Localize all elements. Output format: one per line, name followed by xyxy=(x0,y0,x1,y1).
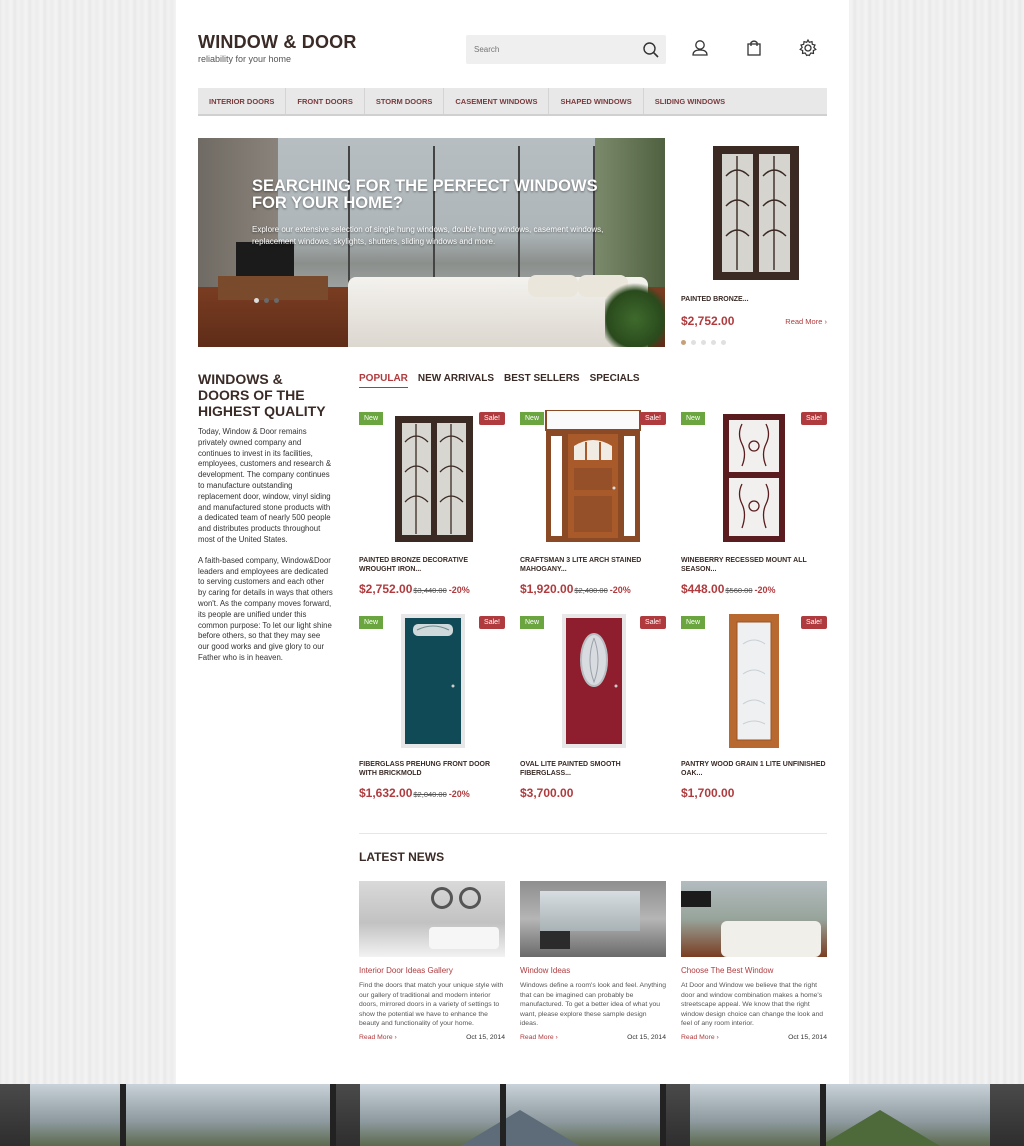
news-image-bed xyxy=(721,921,821,957)
logo-title: WINDOW & DOOR xyxy=(198,32,357,52)
new-badge: New xyxy=(520,412,544,425)
tab-best-sellers[interactable]: BEST SELLERS xyxy=(504,373,580,384)
news-date: Oct 15, 2014 xyxy=(466,1033,505,1041)
news-image[interactable] xyxy=(681,881,827,957)
product-price: $1,632.00 xyxy=(359,786,413,800)
about-paragraph: Today, Window & Door remains privately owned company and continues to invest in its facilities, employees, customers and research & development. The company continues to manufacture outstanding replacement door, window, vinyl siding and manufactured stone products with a dedicated team of nearly 500 people and distributes products throughout most of the United States. xyxy=(198,427,332,544)
logo[interactable] xyxy=(198,32,357,64)
news-image-decor xyxy=(459,887,481,909)
sale-badge: Sale! xyxy=(479,412,505,425)
nav-storm-doors[interactable]: STORM DOORS xyxy=(365,88,445,114)
news-footer xyxy=(359,1034,505,1041)
chevron-right-icon: › xyxy=(716,1033,719,1041)
product-price-row xyxy=(681,580,776,598)
product-price: $448.00 xyxy=(681,582,725,596)
footer-mountain xyxy=(460,1110,580,1146)
side-product-slider xyxy=(681,138,827,347)
hero-text: Explore our extensive selection of single hung windows, double hung windows, casement windows, replacement windows, skylights, shutters, sliding windows and more. xyxy=(252,225,604,246)
product-discount: -20% xyxy=(754,585,776,595)
product-price: $3,700.00 xyxy=(520,786,574,800)
side-read-more-label: Read More xyxy=(785,317,823,326)
about-section xyxy=(198,371,333,664)
product-discount: -20% xyxy=(609,585,631,595)
news-read-more-link[interactable] xyxy=(681,1034,719,1041)
product-price: $2,752.00 xyxy=(359,582,413,596)
footer-window-frame xyxy=(500,1084,506,1146)
product-old-price: $560.00 xyxy=(725,586,753,595)
product-card[interactable] xyxy=(359,614,505,810)
news-item xyxy=(681,881,827,1041)
sale-badge: Sale! xyxy=(640,412,666,425)
new-badge: New xyxy=(359,412,383,425)
tab-new-arrivals[interactable]: NEW ARRIVALS xyxy=(417,373,495,384)
product-image[interactable] xyxy=(520,410,666,550)
hero-image-plant xyxy=(605,277,665,347)
product-price-row xyxy=(359,580,470,598)
news-date: Oct 15, 2014 xyxy=(788,1033,827,1041)
cart-icon[interactable] xyxy=(744,38,764,58)
sale-badge: Sale! xyxy=(640,616,666,629)
tab-specials[interactable]: SPECIALS xyxy=(589,373,640,384)
hero-pagination xyxy=(254,298,279,303)
hero-image-stand xyxy=(218,276,328,300)
product-price-row xyxy=(520,580,631,598)
new-badge: New xyxy=(681,616,705,629)
product-old-price: $3,440.00 xyxy=(413,586,447,595)
footer-window-frame xyxy=(660,1084,666,1146)
hero-title: SEARCHING FOR THE PERFECT WINDOWS FOR YOUR HOME? xyxy=(252,177,598,212)
news-footer xyxy=(520,1034,666,1041)
product-name[interactable]: OVAL LITE PAINTED SMOOTH FIBERGLASS... xyxy=(520,761,621,777)
hero-window-frame xyxy=(348,146,350,286)
product-name[interactable]: WINEBERRY RECESSED MOUNT ALL SEASON... xyxy=(681,557,807,573)
nav-casement-windows[interactable]: CASEMENT WINDOWS xyxy=(444,88,549,114)
product-image[interactable] xyxy=(359,410,505,550)
footer-window xyxy=(30,1084,330,1146)
product-price-row xyxy=(520,784,573,802)
news-heading: LATEST NEWS xyxy=(359,850,445,864)
news-text: Find the doors that match your unique style with our gallery of traditional and modern interior doors, mirrored doors in a variety of settings to show the potential we have to enhance the beauty and functionality of your home. xyxy=(359,982,504,1028)
news-read-more-label: Read More xyxy=(681,1033,715,1041)
side-product-image[interactable] xyxy=(713,146,799,280)
nav-interior-doors[interactable]: INTERIOR DOORS xyxy=(198,88,286,114)
product-old-price: $2,040.00 xyxy=(413,790,447,799)
news-image-bed xyxy=(429,927,499,949)
product-card[interactable] xyxy=(359,410,505,606)
product-name[interactable]: PANTRY WOOD GRAIN 1 LITE UNFINISHED OAK... xyxy=(681,761,826,777)
product-name[interactable]: PAINTED BRONZE DECORATIVE WROUGHT IRON... xyxy=(359,557,469,573)
search-input[interactable] xyxy=(466,35,636,64)
news-date: Oct 15, 2014 xyxy=(627,1033,666,1041)
product-image[interactable] xyxy=(681,410,827,550)
settings-icon[interactable] xyxy=(798,38,818,58)
product-name[interactable]: FIBERGLASS PREHUNG FRONT DOOR WITH BRICKMOLD xyxy=(359,761,491,777)
new-badge: New xyxy=(681,412,705,425)
search-icon[interactable] xyxy=(642,41,660,59)
product-price: $1,920.00 xyxy=(520,582,574,596)
hero-window-frame xyxy=(518,146,520,286)
tab-popular[interactable]: POPULAR xyxy=(359,373,408,388)
product-card[interactable] xyxy=(520,614,666,810)
sale-badge: Sale! xyxy=(801,412,827,425)
news-item xyxy=(359,881,505,1041)
product-old-price: $2,400.00 xyxy=(574,586,608,595)
news-image-decor xyxy=(431,887,453,909)
side-read-more-link[interactable] xyxy=(785,317,827,326)
news-title[interactable]: Interior Door Ideas Gallery xyxy=(359,966,453,975)
hero-dot[interactable] xyxy=(254,298,259,303)
product-name[interactable]: CRAFTSMAN 3 LITE ARCH STAINED MAHOGANY... xyxy=(520,557,642,573)
footer-background-image xyxy=(0,1084,1024,1146)
sale-badge: Sale! xyxy=(479,616,505,629)
side-dot[interactable] xyxy=(721,340,726,345)
nav-front-doors[interactable]: FRONT DOORS xyxy=(286,88,364,114)
news-title[interactable]: Window Ideas xyxy=(520,966,571,975)
product-price: $1,700.00 xyxy=(681,786,735,800)
chevron-right-icon: › xyxy=(824,317,827,326)
news-text: Windows define a room's look and feel. Anything that can be imagined can probably be manufactured. To get a better idea of what you want, please explore these sample design ideas. xyxy=(520,982,667,1028)
new-badge: New xyxy=(520,616,544,629)
product-price-row xyxy=(681,784,734,802)
chevron-right-icon: › xyxy=(555,1033,558,1041)
nav-sliding-windows[interactable]: SLIDING WINDOWS xyxy=(654,97,726,106)
product-image[interactable] xyxy=(359,614,505,754)
product-tabs xyxy=(359,373,640,388)
news-text: At Door and Window we believe that the right door and window combination makes a home's streetscape appeal. We know that the right window design choice can change the look and feel of any room interior. xyxy=(681,982,824,1028)
news-footer xyxy=(681,1034,827,1041)
news-image[interactable] xyxy=(520,881,666,957)
product-discount: -20% xyxy=(448,585,470,595)
product-price-row xyxy=(359,784,470,802)
product-discount: -20% xyxy=(448,789,470,799)
sale-badge: Sale! xyxy=(801,616,827,629)
hero-window-frame xyxy=(593,146,595,286)
product-card[interactable] xyxy=(681,614,827,810)
news-title[interactable]: Choose The Best Window xyxy=(681,966,774,975)
hero-slider[interactable] xyxy=(198,138,665,347)
user-icon[interactable] xyxy=(690,38,710,58)
news-image-chair xyxy=(540,931,570,949)
side-dot[interactable] xyxy=(711,340,716,345)
section-divider xyxy=(359,833,827,834)
news-read-more-label: Read More xyxy=(520,1033,554,1041)
hero-dot[interactable] xyxy=(264,298,269,303)
news-read-more-link[interactable] xyxy=(520,1034,558,1041)
footer-mountain xyxy=(820,1110,940,1146)
side-dot[interactable] xyxy=(701,340,706,345)
about-title: WINDOWS & DOORS OF THE HIGHEST QUALITY xyxy=(198,371,326,419)
news-image-tv xyxy=(681,891,711,907)
new-badge: New xyxy=(359,616,383,629)
news-read-more-link[interactable] xyxy=(359,1034,397,1041)
footer-window-frame xyxy=(330,1084,336,1146)
main-nav xyxy=(198,88,827,116)
product-image[interactable] xyxy=(681,614,827,754)
product-card[interactable] xyxy=(681,410,827,606)
news-image[interactable] xyxy=(359,881,505,957)
hero-dot[interactable] xyxy=(274,298,279,303)
footer-window-frame xyxy=(820,1084,826,1146)
hero-image-pillow xyxy=(528,275,578,297)
news-image-window xyxy=(540,891,640,931)
side-dot[interactable] xyxy=(691,340,696,345)
news-read-more-label: Read More xyxy=(359,1033,393,1041)
side-pagination xyxy=(681,340,726,345)
search-box xyxy=(466,35,666,64)
side-product-price: $2,752.00 xyxy=(681,314,735,328)
product-card[interactable] xyxy=(520,410,666,606)
page-container xyxy=(176,0,849,1084)
product-image[interactable] xyxy=(520,614,666,754)
chevron-right-icon: › xyxy=(394,1033,397,1041)
nav-shaped-windows[interactable]: SHAPED WINDOWS xyxy=(549,88,643,114)
hero-window-frame xyxy=(433,146,435,286)
about-paragraph: A faith-based company, Window&Door leaders and employees are dedicated to serving customers and each other by caring for details in ways that others won't. As the company moves forward, its people are unified under this common purpose: To let our light shine before others, so that they may see our good works and give glory to our Father who is in heaven. xyxy=(198,555,333,662)
side-product-name[interactable]: PAINTED BRONZE... xyxy=(681,296,749,303)
logo-tagline: reliability for your home xyxy=(198,54,292,64)
side-dot[interactable] xyxy=(681,340,686,345)
news-item xyxy=(520,881,666,1041)
footer-window-frame xyxy=(120,1084,126,1146)
